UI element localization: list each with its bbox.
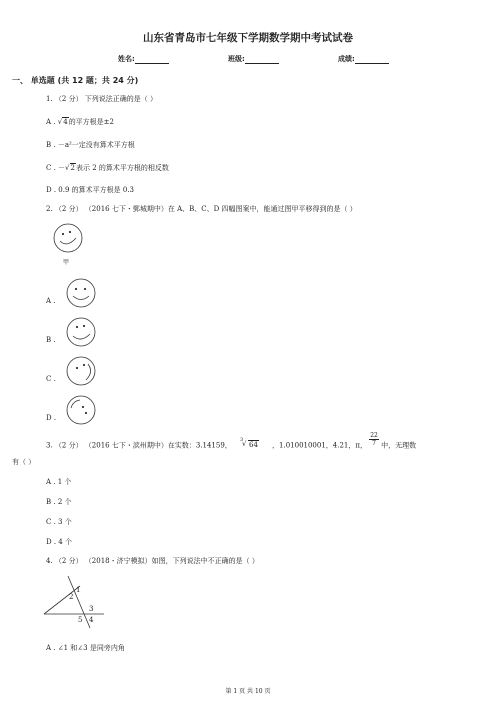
q4-stem: 4. （2 分） （2018・济宁模拟）如图，下列说法中不正确的是（ ） xyxy=(46,557,259,565)
q3-stem-a: 3. （2 分） （2016 七下・滨州期中）在实数：3.14159， xyxy=(46,441,232,450)
q3-stem xyxy=(46,432,417,453)
angle-label-3: 3 xyxy=(89,605,94,613)
q3-cube-root: 3 √ 64 xyxy=(240,436,258,449)
q2-stem: 2. （2 分） （2016 七下・鄄城期中）在 A、B、C、D 四幅图案中，能通过图甲平移得到的是（ ） xyxy=(46,205,357,213)
option-c-face xyxy=(64,354,98,388)
class-blank xyxy=(245,55,279,64)
angle-label-2: 2 xyxy=(69,593,74,601)
option-d-face xyxy=(64,393,98,427)
q3-stem-b: ，1.010010001，4.21，π， xyxy=(272,441,367,450)
q3-option-c: C . 3 个 xyxy=(46,518,72,526)
q2-option-a: A . xyxy=(46,297,56,305)
class-field xyxy=(228,54,279,64)
name-label: 姓名: xyxy=(118,55,135,63)
page-title: 山东省青岛市七年级下学期数学期中考试试卷 xyxy=(143,32,353,44)
q1-option-a xyxy=(46,118,114,127)
q1-stem: 1. （2 分） 下列说法正确的是（ ） xyxy=(46,95,158,103)
q1-a-sqrt: √4 xyxy=(57,118,68,126)
option-b-face xyxy=(64,315,98,349)
q3-frac-num: 22 xyxy=(370,432,378,439)
q3-stem-c: 中，无理数 xyxy=(381,441,417,450)
q1-c-sqrt: √2 xyxy=(65,164,75,172)
q1-c-radicand: 2 xyxy=(70,164,75,172)
q3-option-a: A . 1 个 xyxy=(46,478,72,486)
q3-fraction xyxy=(369,432,379,447)
q1-option-b: B . －a²一定没有算术平方根 xyxy=(46,141,135,149)
q2-option-c: C . xyxy=(46,375,56,383)
q3-frac-den: 7 xyxy=(372,440,376,447)
section-heading: 一、 单选题 (共 12 题；共 24 分) xyxy=(12,76,139,85)
q1-a-radicand: 4 xyxy=(63,118,68,126)
angle-label-4: 4 xyxy=(89,616,94,624)
name-field xyxy=(118,54,169,64)
figure-jia-face xyxy=(50,222,86,256)
class-label: 班级: xyxy=(228,55,245,63)
angle-label-1: 1 xyxy=(76,586,81,594)
q3-option-b: B . 2 个 xyxy=(46,498,72,506)
q2-option-b: B . xyxy=(46,336,56,344)
q3-option-d: D . 4 个 xyxy=(46,538,72,546)
option-a-face xyxy=(64,276,98,310)
q3-root-val: 64 xyxy=(249,440,258,449)
q1-a-text: 的平方根是±2 xyxy=(68,118,115,126)
q1-c-prefix: C . － xyxy=(46,164,66,172)
q4-angle-figure xyxy=(42,574,108,630)
q1-c-text: 表示 2 的算术平方根的相反数 xyxy=(75,164,169,172)
name-blank xyxy=(135,55,169,64)
figure-jia-label: 甲 xyxy=(63,259,70,266)
q3-stem-continued: 有（ ） xyxy=(12,458,36,466)
score-blank xyxy=(355,55,389,64)
q2-option-d: D . xyxy=(46,414,57,422)
page-footer: 第 1 页 共 10 页 xyxy=(225,688,271,695)
q1-option-c xyxy=(46,164,169,173)
score-field xyxy=(338,54,389,64)
q1-a-letter: A . xyxy=(46,118,56,126)
q1-option-d: D . 0.9 的算术平方根是 0.3 xyxy=(46,186,135,194)
q4-option-a: A . ∠1 和∠3 是同旁内角 xyxy=(46,644,125,652)
score-label: 成绩: xyxy=(338,55,355,63)
q3-root-index: 3 xyxy=(240,436,244,443)
angle-label-5: 5 xyxy=(78,616,83,624)
